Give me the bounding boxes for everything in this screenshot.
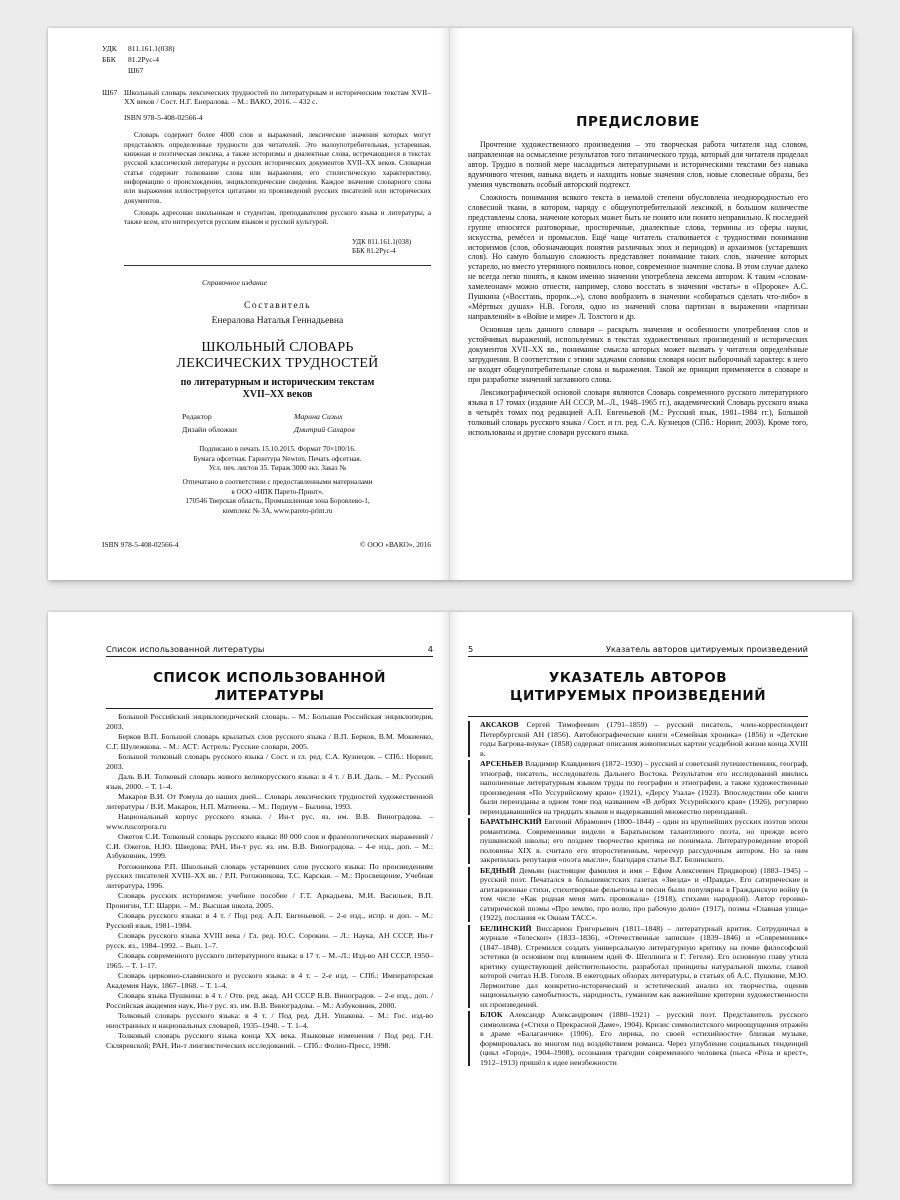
author-description: Демьян (настоящие фамилия и имя – Ефим Алексеевич Придворов) (1883–1945) – русский поэт. Печатался в большевистских газетах «Звезда» и «Правда». Его сатирические и агитационные стихи, стихотворные фельетоны и песни были популярны в Гражданскую войну (в том числе «Как родная меня мать провожала» (1918), стихами народной). Автор героико-сатирической поэмы «Про землю, про волю, про рабочую долю» (1917), поэмы «Главная улица» (1922), послания «к Окнам ТАСС».	[480, 865, 808, 922]
author-description: Александр Александрович (1880–1921) – русский поэт. Представитель русского символизма («Стихи о Прекрасной Даме», 1904). Кризис символистского мироощущения отражён в драме «Балаганчик» (1906). Его лирика, по своей «стихийности» близкая музыке, формировалась во многом под воздействием романса. Через углубление социальных тенденций (цикл «Город», 1904–1908), осознания трагедии современного человека (пьеса «Роза и крест», 1912–1913) пришёл к идее неизбежности	[480, 1010, 809, 1067]
edition-type: Справочное издание	[202, 277, 267, 287]
print-details	[124, 445, 431, 516]
references-page	[48, 612, 450, 1184]
author-entry	[468, 866, 808, 923]
imprint-footer	[102, 540, 431, 549]
preface-paragraph: Лексикографической основой словаря являются Словарь современного русского литературного языка в 17 томах (издание АН СССР, М.–Л., 1948–1965 гг.), академический Словарь русского языка в четырёх томах под редакцией А.П. Евгеньевой (М.: Русский язык, 1981–1984 гг.), Большой толковый словарь русского языка / Сост. и гл. ред. С.А. Кузнецов (СПб.: Норинт, 2003). Кроме того, использованы и другие словари русского языка.	[468, 387, 808, 437]
preface-paragraph: Сложность понимания всякого текста в немалой степени обусловлена неоднородностью его словесной ткани, в котором, наряду с общеупотребительной лексикой, в большом количестве представлены слова, значение которых может быть не понято или понято неправильно. К последней группе относятся разговорные, просторечные, диалектные слова, термины из сферы науки, искусства, ремёсел и промыслов. Ещё чаще читатель сталкивается с трудностями понимания историзмов (слов, обозначающих понятия различных эпох и периодов) и архаизмов (устаревших слов). Но самую большую сложность представляет понимание таких слов, значение которых устарело, но вместо утерянного появилось новое, современное значение слова. В этом случае далеко не всегда легко понять, в каком именно значении употреблена лексема автором. К таким «словам-хамелеонам» можно отнести, например, слово восстать в значении «встать» в «Пророке» А.С. Пушкина («Восстань, пророк...»), слово вообразить в значении «собираться сделать что-либо» в «Мёртвых душах» Н.В. Гоголя, одно из значений слова партизан в выражении «партизан направлений» в «Войне и мире» Л. Толстого и др.	[468, 192, 808, 322]
reference-item: Словарь русского языка: в 4 т. / Под ред. А.П. Евгеньевой. – 2-е изд., испр. и доп. – М.: Русский язык, 1981–1984.	[106, 911, 433, 930]
reference-item: Берков В.П. Большой словарь крылатых слов русского языка / В.П. Берков, В.М. Мокиенко, С.Г. Шулежкова. – М.: АСТ: Астрель: Русские словари, 2005.	[106, 732, 433, 751]
compiler-name: Енералова Наталья Геннадьевна	[211, 315, 344, 327]
entry-marker	[468, 1011, 470, 1066]
reference-item: Словарь современного русского литературного языка: в 17 т. – М.–Л.: Изд-во АН СССР, 1950–1965. – Т. 1–17.	[106, 951, 433, 970]
editor-name: Марина Сизых	[294, 411, 343, 421]
staff-list	[182, 412, 431, 435]
bibliographic-description: Школьный словарь лексических трудностей по литературным и историческим текстам XVII–XX веков / Сост. Н.Г. Енералова. – М.: ВАКО, 2016. – 432 с.	[124, 87, 431, 107]
authors-index	[468, 720, 808, 1068]
reference-item: Словарь языка Пушкина: в 4 т. / Отв. ред. акад. АН СССР В.В. Виноградов. – 2-е изд., доп. / Российская академия наук, Ин-т рус. яз. им. В.В. Виноградова. – М.: Азбуковник, 2000.	[106, 991, 433, 1010]
reference-item: Толковый словарь русского языка конца XX века. Языковые изменения / Под ред. Г.Н. Скляревской; РАН, Ин-т лингвистических исследований. – СПб.: Фолио-Пресс, 1998.	[106, 1031, 433, 1050]
running-head	[468, 644, 808, 657]
preface-paragraph: Прочтение художественного произведения – это творческая работа читателя над словом, направленная на осмысление результатов того титанического труда, который для читателя проделал автор. Трудно в полной мере насладиться литературными и историческими текстами без навыка вдумчивого чтения, навыка видеть и находить новые значения слов, новые словесные образы, без умения чувствовать особый авторский подтекст.	[468, 140, 808, 189]
authors-title	[468, 670, 808, 705]
annotation-paragraph: Словарь содержит более 4000 слов и выражений, лексические значения которых могут представлять определенные трудности для читателей. Это малоупотребительная, устаревшая, книжная и поэтическая лексика, а также историзмы и диалектные слова, встречающиеся в текстах русской классической литературы и русских исторических документов XVII–XX веков. Словарная статья содержит толкование слова или выражения, его стилистическую характеристику, информацию о происхождении, энциклопедические сведения. Каждое значение словарного слова или выражения иллюстрируется цитатами из произведений русских писателей или исторических документов.	[124, 131, 431, 205]
book-subtitle	[124, 377, 431, 402]
author-description: Владимир Клавдиевич (1872–1930) – русский и советский путешественник, географ, этнограф, писатель, исследователь Дальнего Востока. Результатом его исследований явились наполненные литературным языком труды по географии и этнографии, а также художественные произведения «По Уссурийскому краю» (1921), «Дерсу Узала» (1923). Впоследствии обе книги были переизданы в одном томе под названием «В дебрях Уссурийского края» (1926), регулярно переиздававшийся на тридцать языков и выдержавший множество переизданий.	[480, 759, 809, 816]
author-entry	[468, 817, 808, 865]
cutter-code: Ш67	[128, 65, 144, 75]
reference-item: Макаров В.И. От Ромула до наших дней... Словарь лексических трудностей художественной литературы / В.И. Макаров, Н.П. Матвеева. – М.: Подиум – Былина, 1993.	[106, 792, 433, 811]
reference-item: Словарь русских историзмов: учебное пособие / Г.Т. Аркадьева, М.И. Васильев, В.П. Пронигин, Т.Г. Шарри. – М.: Высшая школа, 2005.	[106, 891, 433, 910]
imprint-page	[48, 28, 450, 580]
udk-repeat: УДК 811.161.1(038)	[352, 237, 412, 246]
author-name: БЕДНЫЙ	[480, 865, 519, 875]
print-line: Отпечатано в соответствии с предоставленными материалами	[182, 477, 373, 486]
cutter-side: Ш67	[102, 87, 118, 97]
reference-item: Национальный корпус русского языка. / Ин-т рус. яз. им. В.В. Виноградова. – www.ruscorpora.ru	[106, 812, 433, 831]
preface-page	[450, 28, 852, 580]
entry-marker	[468, 760, 470, 815]
bbk-value: 81.2Рус-4	[128, 54, 160, 64]
reference-item: Словарь русского языка XVIII века / Гл. ред. Ю.С. Сорокин. – Л.: Наука, АН СССР, Ин-т русск. яз., 1984–1992. – Вып. 1–7.	[106, 931, 433, 950]
page-number: 5	[468, 644, 474, 654]
reference-item: Большой Российский энциклопедический словарь. – М.: Большая Российская энциклопедия, 2003.	[106, 712, 433, 731]
authors-page	[450, 612, 852, 1184]
isbn-line: ISBN 978-5-408-02566-4	[124, 113, 203, 123]
compiler-heading: Составитель	[244, 299, 311, 311]
divider	[468, 716, 808, 717]
running-head-title: Указатель авторов цитируемых произведений	[606, 644, 808, 654]
author-description: Виссарион Григорьевич (1811–1848) – литературный критик. Сотрудничал в журнале «Телескоп» (1833–1836), «Отечественные записки» (1839–1846) и «Современник» (1847–1848). Стремился создать универсальную литературную критику на почве философской эстетики (в основном под влиянием идей Ф. Шеллинга и Г. Гегеля). Его основную главу утила критику существующей действительности, разработал принципы натуральной школы, главой которой считал Н.В. Гоголя. В ежегодных обзорах литературы, в статьях об А.С. Пушкине, М.Ю. Лермонтове дал конкретно-исторический и эстетический анализ их творчества, оценив национальную самобытность, народность, гуманизм как важнейшие критерии художественности их произведений.	[480, 923, 808, 1009]
running-head-title: Список использованной литературы	[106, 644, 265, 654]
designer-role: Дизайн обложки	[182, 424, 237, 434]
book-title-line: ЛЕКСИЧЕСКИХ ТРУДНОСТЕЙ	[176, 356, 379, 372]
annotation-paragraph: Словарь адресован школьникам и студентам, преподавателям русского языка и литературы, а также всем, кто интересуется русским языком и русской культурой.	[124, 209, 431, 227]
divider	[124, 265, 431, 266]
author-entry	[468, 1010, 808, 1067]
book-title-line: ШКОЛЬНЫЙ СЛОВАРЬ	[201, 339, 354, 355]
title-line: ЛИТЕРАТУРЫ	[214, 687, 325, 704]
author-name: БЛОК	[480, 1010, 510, 1019]
author-name: БЕЛИНСКИЙ	[480, 923, 537, 933]
entry-marker	[468, 867, 470, 922]
bottom-spread	[48, 612, 852, 1184]
running-head	[106, 644, 433, 657]
page-number: 4	[427, 644, 433, 654]
annotation	[124, 131, 431, 228]
title-line: УКАЗАТЕЛЬ АВТОРОВ	[548, 670, 728, 686]
references-list	[106, 712, 433, 1051]
bibliographic-record	[102, 88, 431, 108]
footer-isbn: ISBN 978-5-408-02566-4	[102, 540, 179, 549]
entry-marker	[468, 721, 470, 757]
reference-item: Словарь церковно-славянского и русского языка: в 4 т. – 2-е изд. – СПб.: Императорская Академия Наук, 1867–1868. – Т. 1–4.	[106, 971, 433, 990]
classification-codes	[102, 44, 431, 76]
author-description: Сергей Тимофеевич (1791–1859) – русский писатель, член-корреспондент Петербургской АН (1856). Автобиографические книги «Семейная хроника» (1856) и «Детские годы Багрова-внука» (1858) содержат описания живописных картин усадебной жизни конца XVIII в.	[480, 720, 808, 758]
top-spread	[48, 28, 852, 580]
reference-item: Толковый словарь русского языка: в 4 т. / Под ред. Д.Н. Ушакова. – М.: Гос. изд-во иностранных и национальных словарей, 1935–1940. – Т. 1–4.	[106, 1011, 433, 1030]
classification-repeat	[102, 238, 431, 257]
title-line: СПИСОК ИСПОЛЬЗОВАННОЙ	[153, 670, 386, 686]
print-line: в ООО «ИПК Парето-Принт».	[231, 487, 324, 496]
entry-marker	[468, 925, 470, 1009]
author-name: БАРАТЫНСКИЙ	[480, 817, 545, 826]
author-entry	[468, 759, 808, 816]
udk-value: 811.161.1(038)	[128, 44, 175, 53]
footer-copyright: © ООО «ВАКО», 2016	[359, 540, 431, 549]
author-entry	[468, 720, 808, 758]
print-line: Усл. печ. листов 35. Тираж 3000 экз. Заказ №	[208, 464, 347, 473]
author-name: АКСАКОВ	[480, 720, 527, 729]
reference-item: Ожегов С.И. Толковый словарь русского языка: 80 000 слов и фразеологических выражений / С.И. Ожегов, Н.Ю. Шведова; РАН, Ин-т рус. яз. им. В.В. Виноградова. – 4-е изд., доп. – М.: Азбуковник, 1999.	[106, 832, 433, 860]
bbk-label: ББК	[102, 54, 116, 64]
preface-title: ПРЕДИСЛОВИЕ	[576, 114, 700, 130]
print-line: комплекс № 3А, www.pareto-print.ru	[222, 506, 333, 515]
subtitle-line: по литературным и историческим текстам	[180, 376, 375, 388]
reference-item: Рогожникова Р.П. Школьный словарь устаревших слов русского языка: По произведениям русских писателей XVIII–XX вв. / Р.П. Рогожникова, Т.С. Карская. – М.: Просвещение, Учебная литература, 1996.	[106, 861, 433, 890]
references-title	[106, 670, 433, 705]
udk-label: УДК	[102, 44, 117, 53]
print-line: Бумага офсетная. Гарнитура Newton. Печать офсетная.	[193, 454, 362, 463]
entry-marker	[468, 818, 470, 864]
reference-item: Даль В.И. Толковый словарь живого великорусского языка: в 4 т. / В.И. Даль. – М.: Русский язык, 2000. – Т. 1–4.	[106, 772, 433, 791]
print-line: 170546 Тверская область, Промышленная зона Боровлево-1,	[185, 497, 370, 506]
bbk-repeat: ББК 81.2Рус-4	[352, 247, 396, 256]
subtitle-line: XVII–XX веков	[242, 389, 313, 401]
reference-item: Большой толковый словарь русского языка / Сост. и гл. ред. С.А. Кузнецов. – СПб.: Норинт, 2003.	[106, 752, 433, 771]
title-line: ЦИТИРУЕМЫХ ПРОИЗВЕДЕНИЙ	[509, 687, 767, 704]
author-description: Евгений Абрамович (1800–1844) – один из крупнейших русских поэтов эпохи романтизма. Современники видели в Баратынском талантливого поэта, но прежде всего пушкинской школы; его позднее творчество критика не понимала. Литературоведение второй половины XIX в. считало его второстепенным, чересчур рассудочным автором. Но за ним закрепилась репутация «поэта мысли», благодаря статье В.Г. Белинского.	[480, 817, 808, 864]
colophon	[124, 278, 431, 517]
author-name: АРСЕНЬЕВ	[480, 759, 525, 768]
designer-name: Дмитрий Сахаров	[294, 424, 355, 434]
print-line: Подписано в печать 15.10.2015. Формат 70×100/16.	[199, 444, 356, 453]
preface-paragraph: Основная цель данного словаря – раскрыть значения и особенности употребления слов и устойчивых выражений, используемых в текстах художественных произведений и исторических документов XVII–XX вв., понимание смысла которых может вызвать у читателя определённые затруднения. В соответствии с этими задачами словник словаря носит выборочный характер: в него не входят общеупотребительные слова и выражения. Такой же принцип применяется в словаре и при разработке значений заглавного слова.	[468, 325, 808, 384]
author-entry	[468, 924, 808, 1010]
book-title	[124, 340, 431, 373]
editor-role: Редактор	[182, 411, 212, 421]
divider	[106, 708, 433, 709]
